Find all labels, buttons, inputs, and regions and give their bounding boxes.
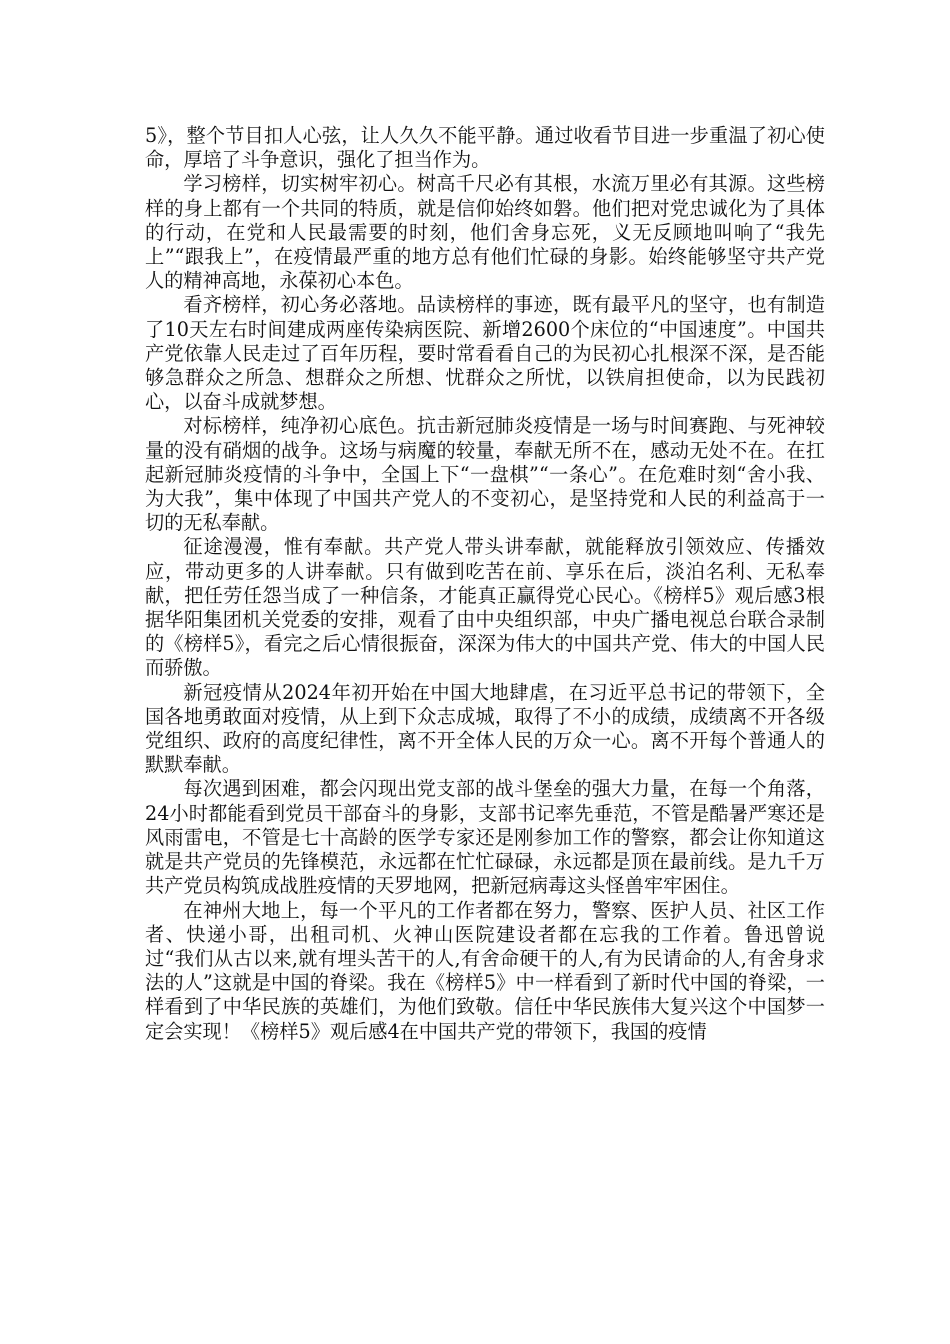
paragraph-3: 看齐榜样，初心务必落地。品读榜样的事迹，既有最平凡的坚守，也有制造了10天左右时间建成两座传染病医院、新增2600个床位的“中国速度”。中国共产党依靠人民走过了百年历程，要时常看看自己的为民初心扎根深不深，是否能够急群众之所急、想群众之所想、忧群众之所忧，以铁肩担使命，以为民践初心，以奋斗成就梦想。 xyxy=(145,293,825,414)
paragraph-1: 5》，整个节目扣人心弦，让人久久不能平静。通过收看节目进一步重温了初心使命，厚培了斗争意识，强化了担当作为。 xyxy=(145,124,825,172)
paragraph-8: 在神州大地上，每一个平凡的工作者都在努力，警察、医护人员、社区工作者、快递小哥，出租司机、火神山医院建设者都在忘我的工作着。鲁迅曾说过“我们从古以来,就有埋头苦干的人,有舍命硬干的人,有为民请命的人,有舍身求法的人”这就是中国的脊梁。我在《榜样5》中一样看到了新时代中国的脊梁，一样看到了中华民族的英雄们，为他们致敬。信任中华民族伟大复兴这个中国梦一定会实现！《榜样5》观后感4在中国共产党的带领下，我国的疫情 xyxy=(145,898,825,1043)
paragraph-5: 征途漫漫，惟有奉献。共产党人带头讲奉献，就能释放引领效应、传播效应，带动更多的人讲奉献。只有做到吃苦在前、享乐在后，淡泊名利、无私奉献，把任劳任怨当成了一种信条，才能真正赢得党心民心。《榜样5》观后感3根据华阳集团机关党委的安排，观看了由中央组织部，中央广播电视总台联合录制的《榜样5》，看完之后心情很振奋，深深为伟大的中国共产党、伟大的中国人民而骄傲。 xyxy=(145,535,825,680)
paragraph-2: 学习榜样，切实树牢初心。树高千尺必有其根，水流万里必有其源。这些榜样的身上都有一个共同的特质，就是信仰始终如磐。他们把对党忠诚化为了具体的行动，在党和人民最需要的时刻，他们舍身忘死，义无反顾地叫响了“我先上”“跟我上”，在疫情最严重的地方总有他们忙碌的身影。始终能够坚守共产党人的精神高地，永葆初心本色。 xyxy=(145,172,825,293)
paragraph-4: 对标榜样，纯净初心底色。抗击新冠肺炎疫情是一场与时间赛跑、与死神较量的没有硝烟的战争。这场与病魔的较量，奉献无所不在，感动无处不在。在扛起新冠肺炎疫情的斗争中，全国上下“一盘棋”“一条心”。在危难时刻“舍小我、为大我”，集中体现了中国共产党人的不变初心，是坚持党和人民的利益高于一切的无私奉献。 xyxy=(145,414,825,535)
paragraph-6: 新冠疫情从2024年初开始在中国大地肆虐，在习近平总书记的带领下，全国各地勇敢面对疫情，从上到下众志成城，取得了不小的成绩，成绩离不开各级党组织、政府的高度纪律性，离不开全体人民的万众一心。离不开每个普通人的默默奉献。 xyxy=(145,680,825,777)
paragraph-7: 每次遇到困难，都会闪现出党支部的战斗堡垒的强大力量，在每一个角落，24小时都能看到党员干部奋斗的身影，支部书记率先垂范，不管是酷暑严寒还是风雨雷电，不管是七十高龄的医学专家还是刚参加工作的警察，都会让你知道这就是共产党员的先锋模范，永远都在忙忙碌碌，永远都是顶在最前线。是九千万共产党员构筑成战胜疫情的天罗地网，把新冠病毒这头怪兽牢牢困住。 xyxy=(145,777,825,898)
document-page xyxy=(145,124,825,1044)
